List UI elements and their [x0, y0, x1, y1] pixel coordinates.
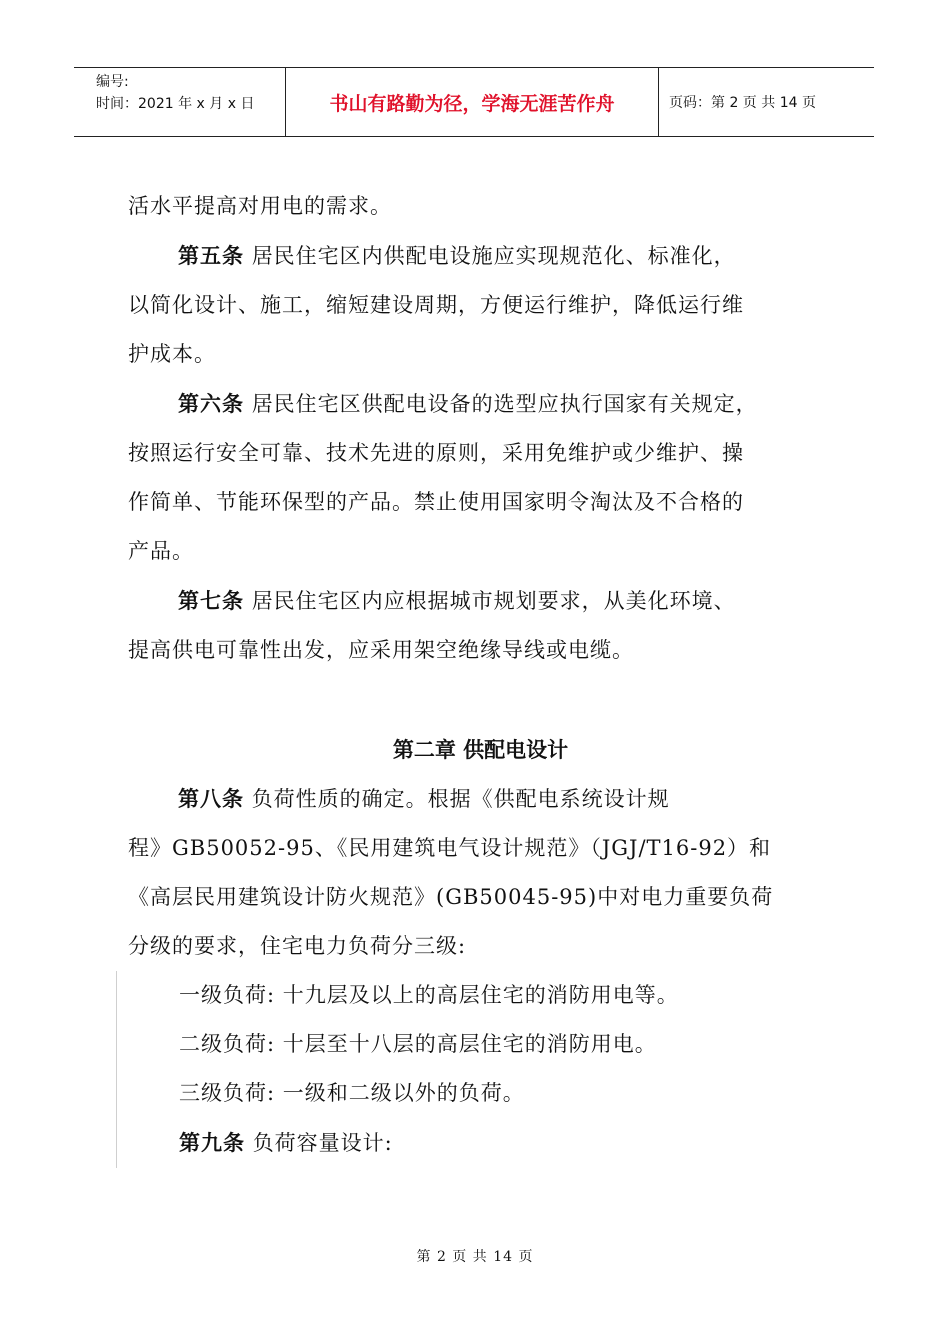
article-6-line-4: 产品。: [128, 539, 194, 563]
article-8-line-3: 《高层民用建筑设计防火规范》(GB50045-95)中对电力重要负荷: [128, 885, 774, 909]
article-5-line-1: 居民住宅区内供配电设施应实现规范化、标准化，: [251, 244, 736, 268]
article-5-line-3: 护成本。: [128, 342, 216, 366]
page-header: [74, 67, 874, 137]
article-8-line-2: 程》GB50052-95、《民用建筑电气设计规范》（JGJ/T16-92）和: [128, 836, 772, 860]
load-level-1: 一级负荷: 十九层及以上的高层住宅的消防用电等。: [179, 983, 679, 1007]
header-number: 编号:: [96, 74, 129, 90]
header-meta: [74, 68, 285, 136]
article-9-line-1: 负荷容量设计:: [252, 1131, 393, 1155]
article-7-line-2: 提高供电可靠性出发，应采用架空绝缘导线或电缆。: [128, 638, 634, 662]
paragraph-continuation: 活水平提高对用电的需求。: [128, 194, 392, 218]
page-footer: 第 2 页 共 14 页: [416, 1249, 534, 1265]
article-9-title: 第九条: [179, 1130, 245, 1155]
load-levels-group: [116, 971, 833, 1168]
article-6: [128, 379, 833, 429]
header-time: 时间：2021 年 x 月 x 日: [96, 96, 255, 112]
article-5-line-2: 以简化设计、施工，缩短建设周期，方便运行维护，降低运行维: [128, 293, 744, 317]
article-6-line-2: 按照运行安全可靠、技术先进的原则，采用免维护或少维护、操: [128, 441, 744, 465]
article-9: [129, 1118, 833, 1168]
article-5: [128, 231, 833, 281]
article-8-line-4: 分级的要求，住宅电力负荷分三级:: [128, 934, 467, 958]
header-page-number: 页码：第 2 页 共 14 页: [669, 95, 816, 111]
document-body: [128, 182, 833, 1168]
chapter-heading: 第二章 供配电设计: [392, 737, 569, 762]
article-5-title: 第五条: [178, 243, 244, 268]
load-level-2: 二级负荷: 十层至十八层的高层住宅的消防用电。: [179, 1032, 657, 1056]
article-8-line-1: 负荷性质的确定。根据《供配电系统设计规: [251, 787, 670, 811]
article-7-title: 第七条: [178, 588, 244, 613]
article-6-title: 第六条: [178, 391, 244, 416]
article-8: [128, 774, 833, 824]
article-7: [128, 576, 833, 626]
article-8-title: 第八条: [178, 786, 244, 811]
article-6-line-3: 作简单、节能环保型的产品。禁止使用国家明令淘汰及不合格的: [128, 490, 744, 514]
load-level-3: 三级负荷: 一级和二级以外的负荷。: [179, 1081, 525, 1105]
article-6-line-1: 居民住宅区供配电设备的选型应执行国家有关规定，: [251, 392, 758, 416]
header-motto: 书山有路勤为径，学海无涯苦作舟: [285, 68, 659, 136]
article-7-line-1: 居民住宅区内应根据城市规划要求，从美化环境、: [251, 589, 736, 613]
